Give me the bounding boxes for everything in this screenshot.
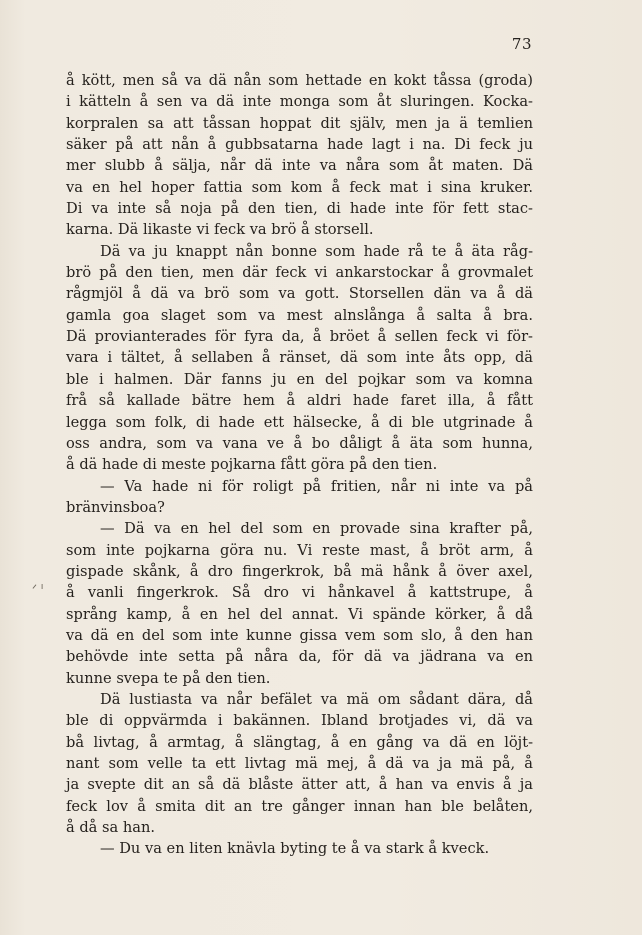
text-line: ble di oppvärmda i bakännen. Ibland brotjades vi, dä va [66, 712, 533, 730]
text-line: i kätteln å sen va dä inte monga som åt sluringen. Kocka- [66, 93, 533, 111]
text-line: — Dä va en hel del som en provade sina krafter på, [100, 520, 533, 538]
text-line: karna. Dä likaste vi feck va brö å storsell. [66, 221, 374, 239]
text-line: å vanli fingerkrok. Så dro vi hånkavel å kattstrupe, å [66, 584, 533, 602]
text-line: brö på den tien, men där feck vi ankarstockar å grovmalet [66, 264, 533, 282]
text-line: legga som folk, di hade ett hälsecke, å di ble utgrinade å [66, 413, 533, 431]
page-number: 73 [511, 35, 532, 53]
margin-pencil-mark: ᐟ ᑊ [32, 582, 44, 596]
text-line: gamla goa slaget som va mest alnslånga å salta å bra. [66, 306, 533, 324]
text-line: kunne svepa te på den tien. [66, 669, 271, 687]
text-line: behövde inte setta på nåra da, för dä va jädrana va en [66, 648, 533, 666]
text-line: rågmjöl å dä va brö som va gott. Storsellen dän va å dä [66, 285, 533, 303]
text-line: — Va hade ni för roligt på fritien, når ni inte va på [100, 477, 533, 495]
text-line: ja svepte dit an så dä blåste ätter att, å han va envis å ja [66, 776, 533, 794]
text-line: — Du va en liten knävla byting te å va stark å kveck. [100, 840, 490, 858]
text-line: Di va inte så noja på den tien, di hade inte för fett stac- [66, 200, 533, 218]
text-line: feck lov å smita dit an tre gånger innan han ble belåten, [66, 797, 533, 815]
text-line: å då sa han. [66, 819, 155, 837]
text-line: språng kamp, å en hel del annat. Vi spände körker, å då [66, 605, 533, 623]
text-line: mer slubb å sälja, når dä inte va nåra som åt maten. Dä [66, 157, 533, 175]
text-line: oss andra, som va vana ve å bo dåligt å äta som hunna, [66, 434, 533, 452]
text-line: å kött, men så va dä nån som hettade en kokt tåssa (groda) [66, 72, 533, 89]
text-line: som inte pojkarna göra nu. Vi reste mast, å bröt arm, å [66, 541, 533, 559]
text-line: va dä en del som inte kunne gissa vem som slo, å den han [66, 626, 533, 644]
text-line: bränvinsboa? [66, 498, 165, 516]
text-line: vara i tältet, å sellaben å ränset, dä som inte åts opp, dä [66, 349, 533, 367]
text-line: va en hel hoper fattia som kom å feck mat i sina kruker. [66, 178, 533, 196]
body-text [66, 70, 533, 860]
text-line: gispade skånk, å dro fingerkrok, bå mä hånk å över axel, [66, 562, 533, 580]
text-line: säker på att nån å gubbsatarna hade lagt i na. Di feck ju [66, 136, 533, 154]
text-line: å dä hade di meste pojkarna fått göra på den tien. [66, 456, 438, 474]
text-line: bå livtag, å armtag, å slängtag, å en gång va dä en löjt- [66, 733, 533, 751]
text-line: Dä provianterades för fyra da, å bröet å sellen feck vi för- [66, 328, 533, 346]
text-line: korpralen sa att tåssan hoppat dit själv, men ja ä temlien [66, 114, 533, 132]
text-line: Dä va ju knappt nån bonne som hade rå te å äta råg- [100, 242, 533, 260]
text-line: ble i halmen. Där fanns ju en del pojkar som va komna [66, 370, 533, 388]
text-line: nant som velle ta ett livtag mä mej, å dä va ja mä på, å [66, 755, 533, 772]
text-line: Dä lustiasta va når befälet va mä om sådant dära, då [100, 690, 533, 708]
text-line: frå så kallade bätre hem å aldri hade faret illa, å fått [66, 392, 533, 410]
